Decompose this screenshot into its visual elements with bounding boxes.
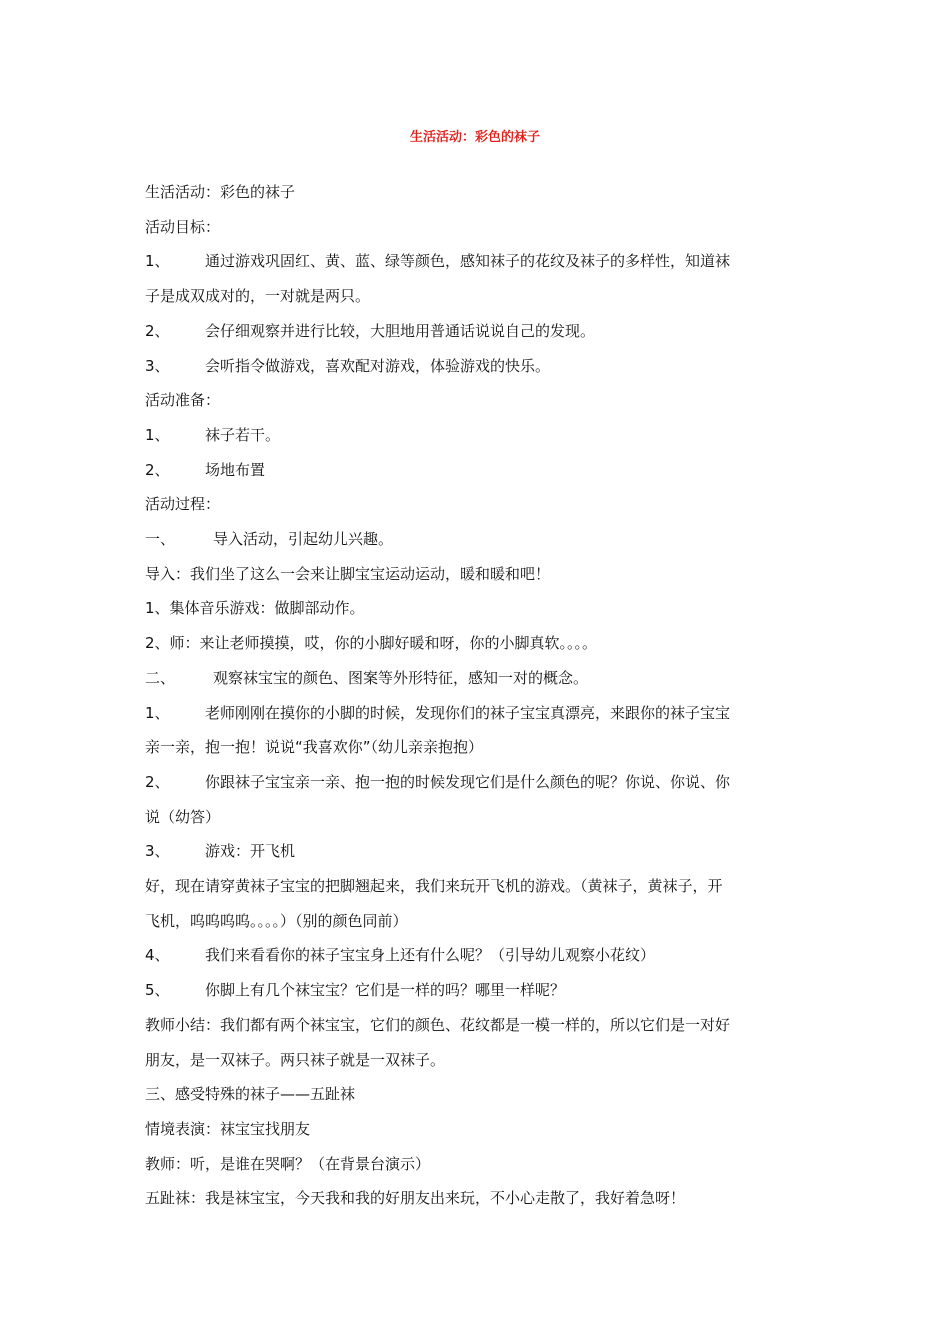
line-text: 老师刚刚在摸你的小脚的时候，发现你们的袜子宝宝真漂亮，来跟你的袜子宝宝	[205, 703, 731, 722]
line-text: 我们来看看你的袜子宝宝身上还有什么呢？（引导幼儿观察小花纹）	[205, 946, 656, 965]
line-text: 你脚上有几个袜宝宝？它们是一样的吗？哪里一样呢？	[205, 981, 566, 1000]
line-text: 通过游戏巩固红、黄、蓝、绿等颜色，感知袜子的花纹及袜子的多样性，知道袜	[205, 252, 731, 271]
paragraph-line	[145, 459, 805, 481]
line-text: 生活活动：彩色的袜子	[145, 183, 296, 201]
paragraph-line	[145, 250, 805, 272]
line-text: 教师小结：我们都有两个袜宝宝，它们的颜色、花纹都是一模一样的，所以它们是一对好	[145, 1015, 731, 1034]
paragraph-line	[145, 563, 805, 585]
line-text: 会听指令做游戏，喜欢配对游戏，体验游戏的快乐。	[205, 356, 551, 375]
paragraph-line	[145, 702, 805, 724]
line-text: 袜子若干。	[205, 425, 281, 444]
paragraph-line	[145, 389, 805, 411]
list-number: 一、	[145, 530, 176, 548]
line-text: 活动准备：	[145, 391, 221, 410]
paragraph-line	[145, 736, 805, 758]
list-number: 5、	[145, 981, 170, 1000]
paragraph-line	[145, 1014, 805, 1036]
line-text: 三、感受特殊的袜子——五趾袜	[145, 1085, 356, 1104]
list-number: 3、	[145, 356, 170, 375]
line-text: 你跟袜子宝宝亲一亲、抱一抱的时候发现它们是什么颜色的呢？你说、你说、你	[205, 772, 731, 791]
line-text: 好，现在请穿黄袜子宝宝的把脚翘起来，我们来玩开飞机的游戏。（黄袜子，黄袜子，开	[145, 877, 723, 895]
paragraph-line	[145, 285, 805, 307]
line-text: 观察袜宝宝的颜色、图案等外形特征，感知一对的概念。	[213, 668, 589, 687]
list-number: 1、	[145, 252, 170, 271]
line-text: 活动过程：	[145, 495, 221, 514]
line-text: 亲一亲，抱一抱！说说“我喜欢你”（幼儿亲亲抱抱）	[145, 738, 484, 757]
paragraph-line	[145, 875, 805, 897]
line-text: 说（幼答）	[145, 807, 221, 826]
list-number: 2、	[145, 321, 170, 340]
paragraph-line	[145, 944, 805, 966]
line-text: 朋友，是一双袜子。两只袜子就是一双袜子。	[145, 1050, 446, 1069]
paragraph-line	[145, 424, 805, 446]
paragraph-line	[145, 1118, 805, 1140]
line-text: 1、集体音乐游戏：做脚部动作。	[145, 599, 365, 618]
list-number: 2、	[145, 460, 170, 479]
line-text: 会仔细观察并进行比较，大胆地用普通话说说自己的发现。	[205, 321, 596, 340]
line-text: 2、师：来让老师摸摸，哎，你的小脚好暖和呀，你的小脚真软。。。。	[145, 634, 598, 653]
paragraph-line	[145, 216, 805, 238]
paragraph-line	[145, 910, 805, 932]
list-number: 1、	[145, 703, 170, 722]
paragraph-line	[145, 840, 805, 862]
paragraph-line	[145, 979, 805, 1001]
line-text: 子是成双成对的，一对就是两只。	[145, 287, 371, 306]
paragraph-line	[145, 806, 805, 828]
paragraph-line	[145, 1049, 805, 1071]
paragraph-line	[145, 528, 805, 550]
paragraph-line	[145, 320, 805, 342]
paragraph-line	[145, 493, 805, 515]
paragraph-line	[145, 632, 805, 654]
line-text: 情境表演：袜宝宝找朋友	[145, 1119, 311, 1138]
paragraph-line	[145, 667, 805, 689]
list-number: 二、	[145, 668, 176, 687]
list-number: 1、	[145, 425, 170, 444]
list-number: 4、	[145, 946, 170, 965]
list-number: 3、	[145, 842, 170, 861]
list-number: 2、	[145, 772, 170, 791]
paragraph-line	[145, 181, 805, 203]
paragraph-line	[145, 597, 805, 619]
line-text: 飞机，呜呜呜呜。。。。）（别的颜色同前）	[145, 911, 408, 930]
paragraph-line	[145, 1153, 805, 1175]
line-text: 活动目标：	[145, 217, 221, 236]
paragraph-line	[145, 771, 805, 793]
paragraph-line	[145, 1083, 805, 1105]
paragraph-line	[145, 1187, 805, 1209]
line-text: 导入：我们坐了这么一会来让脚宝宝运动运动，暖和暖和吧！	[145, 564, 551, 583]
line-text: 教师：听，是谁在哭啊？（在背景台演示）	[145, 1154, 431, 1173]
line-text: 五趾袜：我是袜宝宝，今天我和我的好朋友出来玩，不小心走散了，我好着急呀！	[145, 1189, 686, 1208]
document-title: 生活活动：彩色的袜子	[409, 130, 540, 145]
paragraph-line	[145, 355, 805, 377]
line-text: 导入活动，引起幼儿兴趣。	[213, 530, 394, 548]
line-text: 游戏：开飞机	[205, 842, 296, 861]
line-text: 场地布置	[205, 460, 266, 479]
